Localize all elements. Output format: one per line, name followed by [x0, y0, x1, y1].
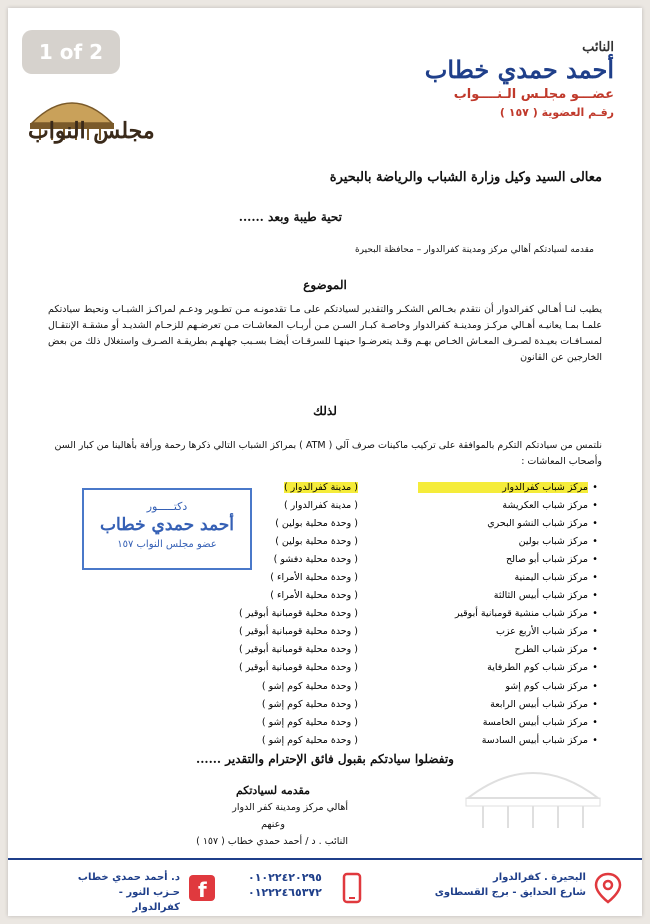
bullet-icon: •: [592, 680, 598, 692]
bullet-icon: •: [592, 734, 598, 746]
center-unit: ( مدينة كفرالدوار ): [283, 499, 358, 511]
watermark-logo: [448, 748, 618, 848]
letter-page: [8, 8, 642, 916]
list-item: [42, 623, 602, 641]
center-name: مركز شباب بولين: [518, 535, 588, 547]
title-small: النائب: [582, 40, 614, 55]
letter-body: يطيب لنـا أهـالي كفرالدوار أن نتقدم بخـالص الشكـر والتقدير لسيادتكم على مـا تقدمونـه مـن تطـوير ودعـم لمراكـز الشبـاب ونحيط سيادتكم علمـا بمـا يعانيـه أهـالي مركـز ومدينـة كفرالدوار وخاصـة كبـار السـن مـن أربـاب المعاشـات مـن تعرضـهم للزحـام الشديـد أو مشقـة الإنتقـال لمسـافـات بعيـدة لصـرف المعـاش الخـاص بهـم وقـد يتعرضـوا حينهـا للسرقـات أيضـا بسـبب جهلهـم بطريقـة الصـرف واستغلال ذلك من بعض الخارجين عن القانون: [48, 304, 602, 363]
signature-line2: وعنهم: [261, 819, 285, 830]
center-unit: ( وحدة محلية قومبانية أبوقير ): [238, 644, 358, 656]
bullet-icon: •: [592, 499, 598, 511]
signature-heading: مقدمه لسيادتكم: [235, 784, 311, 797]
intro-line: مقدمه لسيادتكم أهالي مركز ومدينة كفرالدوار – محافظة البحيرة: [354, 245, 594, 255]
center-name: مركز شباب أبيس الرابعة: [490, 698, 588, 710]
address-line2: شارع الحدايق - برج القسطاوى: [434, 887, 586, 898]
footer-address: [435, 870, 586, 900]
bullet-icon: •: [592, 535, 598, 547]
signature-line1: أهالي مركز ومدينة كفر الدوار: [232, 802, 348, 813]
center-name: مركز شباب النشو البحري: [487, 517, 588, 529]
fb-line2: حـزب النور - كفرالدوار: [118, 887, 180, 913]
list-item: [42, 605, 602, 623]
bullet-icon: •: [592, 626, 598, 638]
center-unit: ( وحدة محلية بولين ): [275, 517, 358, 529]
center-name: مركز شباب أبيس الثالثة: [493, 590, 588, 602]
phone-number-1: ٠١٠٢٢٤٢٠٢٩٥: [248, 871, 322, 884]
center-name: مركز شباب كوم الطرفاية: [487, 662, 588, 674]
official-stamp: [82, 488, 252, 570]
addressee: معالى السيد وكيل وزارة الشباب والرياضة بالبحيرة: [329, 170, 602, 185]
greeting: تحية طيبة وبعد ......: [238, 210, 342, 224]
list-item: [42, 568, 602, 586]
signature-line3: النائب . د / أحمد حمدي خطاب ( ١٥٧ ): [196, 836, 348, 847]
center-unit: ( وحدة محلية بولين ): [275, 535, 358, 547]
center-name: مركز شباب كفرالدوار: [418, 482, 588, 493]
highlighted-unit: ( مدينة كفرالدوار ): [283, 481, 358, 493]
facebook-icon: [188, 872, 216, 904]
request-text: نلتمس من سيادتكم التكرم بالموافقة على تركيب ماكينات صرف آلي ( ATM ) بمراكز الشباب التالي ذكرها رحمة ورأفة بأهالينا من كبار السن وأصحاب المعاشات :: [54, 440, 602, 467]
center-name: مركز شباب كوم إشو: [505, 680, 588, 692]
center-name: مركز شباب أبيس الخامسة: [482, 716, 588, 728]
bullet-icon: •: [592, 644, 598, 656]
center-unit: ( وحدة محلية كوم إشو ): [261, 680, 358, 692]
list-item: [42, 677, 602, 695]
page-counter: 1 of 2: [22, 30, 120, 74]
center-name: مركز شباب الأربع عزب: [495, 626, 588, 638]
closing-line: وتفضلوا سيادتكم بقبول فائق الإحترام والتقدير ......: [196, 752, 454, 766]
center-unit: ( وحدة محلية دفشو ): [273, 553, 358, 565]
phone-icon: [338, 872, 366, 904]
logo-text: مجلس النواب: [28, 118, 155, 144]
stamp-line3: عضو مجلس النواب ١٥٧: [117, 539, 217, 550]
center-unit: ( وحدة محلية الأمراء ): [270, 590, 358, 602]
bullet-icon: •: [592, 608, 598, 620]
center-name: مركز شباب العكريشة: [502, 499, 588, 511]
center-unit: ( وحدة محلية كوم إشو ): [261, 734, 358, 746]
footer-phones: [248, 870, 322, 900]
bullet-icon: •: [592, 517, 598, 529]
bullet-icon: •: [592, 662, 598, 674]
phone-number-2: ٠١٢٢٢٤٦٥٣٧٢: [248, 886, 322, 899]
address-line1: البحيرة . كفرالدوار: [492, 872, 586, 883]
bullet-icon: •: [592, 553, 598, 565]
subject-heading: الموضوع: [303, 278, 347, 292]
stamp-line1: دكتـــــور: [146, 500, 188, 513]
center-unit: ( وحدة محلية الأمراء ): [270, 572, 358, 584]
center-name: مركز شباب منشية قومبانية أبوقير: [455, 608, 588, 620]
list-item: [42, 587, 602, 605]
mp-name: أحمد حمدي خطاب: [424, 55, 614, 84]
footer-facebook: [68, 870, 180, 915]
bullet-icon: •: [592, 716, 598, 728]
center-name: مركز شباب اليمنية: [514, 572, 588, 584]
bullet-icon: •: [592, 481, 598, 493]
bullet-icon: •: [592, 698, 598, 710]
fb-line1: د. أحمد حمدي خطاب: [77, 872, 180, 883]
membership-number: رقـم العضوية ( ١٥٧ ): [499, 106, 614, 119]
center-unit: ( وحدة محلية قومبانية أبوقير ): [238, 626, 358, 638]
signature-block: [198, 782, 348, 850]
list-item: [42, 695, 602, 713]
bullet-icon: •: [592, 590, 598, 602]
letterhead: [425, 40, 614, 119]
center-unit: ( وحدة محلية كوم إشو ): [261, 698, 358, 710]
location-pin-icon: [594, 872, 622, 904]
therefore-heading: لذلك: [313, 404, 337, 418]
footer: [8, 858, 642, 916]
list-item: [42, 731, 602, 749]
center-name: مركز شباب الطرح: [514, 644, 588, 656]
list-item: [42, 641, 602, 659]
list-item: [42, 659, 602, 677]
svg-text:f: f: [198, 878, 207, 902]
center-name: مركز شباب أبو صالح: [506, 553, 588, 565]
center-unit: ( وحدة محلية قومبانية أبوقير ): [238, 662, 358, 674]
center-name: مركز شباب أبيس السادسة: [481, 734, 588, 746]
stamp-line2: أحمد حمدي خطاب: [99, 515, 235, 535]
center-unit: ( وحدة محلية كوم إشو ): [261, 716, 358, 728]
list-item: [42, 713, 602, 731]
mp-role: عضـــو مجلـس الـنــــواب: [453, 87, 614, 102]
center-unit: ( وحدة محلية قومبانية أبوقير ): [238, 608, 358, 620]
bullet-icon: •: [592, 572, 598, 584]
